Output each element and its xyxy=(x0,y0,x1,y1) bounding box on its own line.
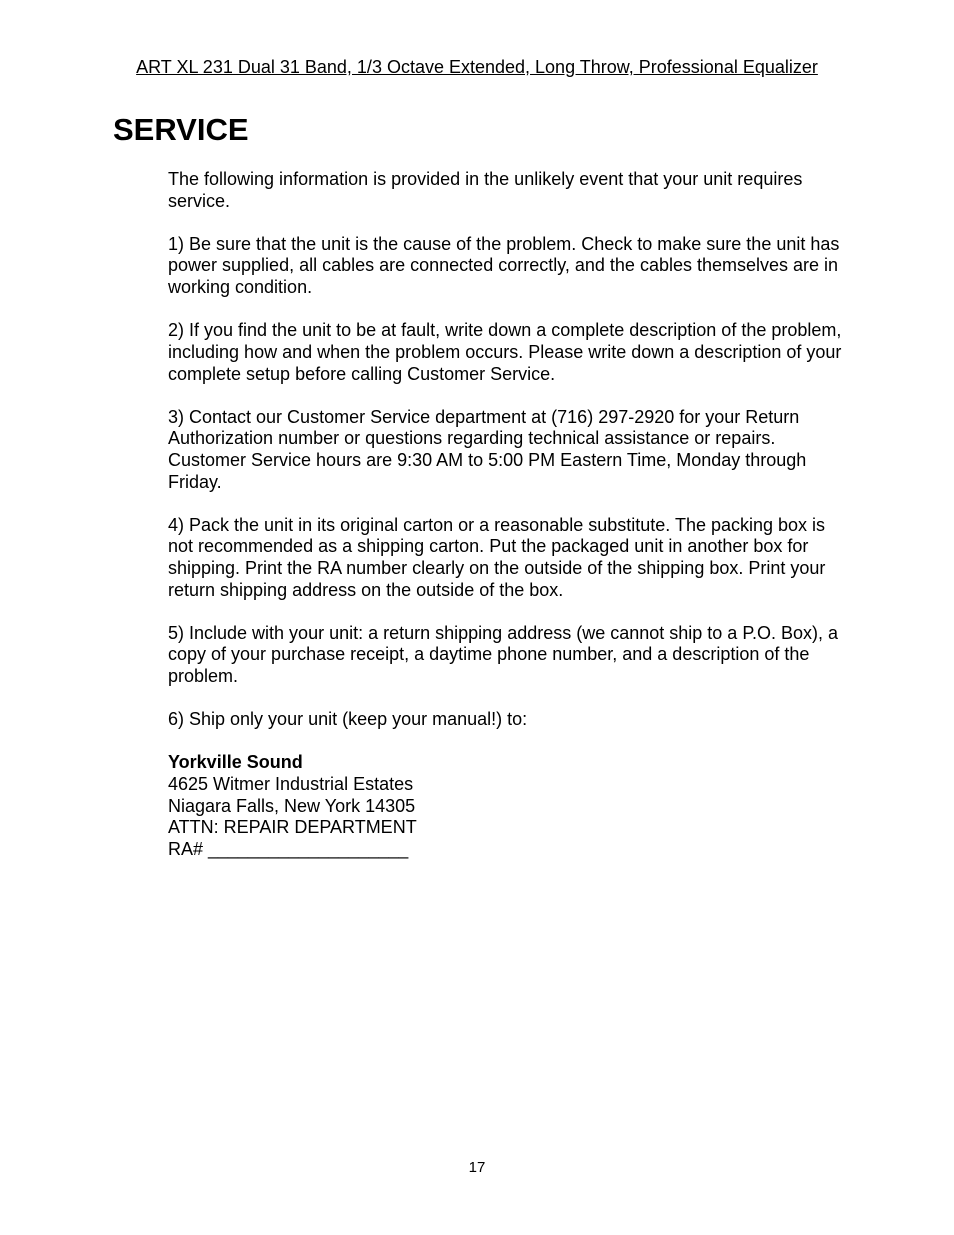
address-ra-line: RA# ____________________ xyxy=(168,838,409,859)
step-6-paragraph: 6) Ship only your unit (keep your manual!) to: xyxy=(168,709,528,730)
step-5-paragraph: 5) Include with your unit: a return shipping address (we cannot ship to a P.O. Box), a copy of your purchase receipt, a daytime phone number, and a description of the problem. xyxy=(168,622,839,687)
step-3-paragraph: 3) Contact our Customer Service department at (716) 297-2920 for your Return Authorization number or questions regarding technical assistance or repairs. Customer Service hours are 9:30 AM to 5:00 PM Eastern Time, Monday through Friday. xyxy=(168,406,807,492)
document-title: ART XL 231 Dual 31 Band, 1/3 Octave Extended, Long Throw, Professional Equalizer xyxy=(136,57,818,77)
address-attn: ATTN: REPAIR DEPARTMENT xyxy=(168,817,417,838)
step-2-paragraph: 2) If you find the unit to be at fault, write down a complete description of the problem, including how and when the problem occurs. Please write down a description of your complete setup before calling Customer Service. xyxy=(168,320,842,384)
address-company: Yorkville Sound xyxy=(168,752,303,773)
intro-paragraph: The following information is provided in the unlikely event that your unit requires service. xyxy=(168,169,803,211)
address-city: Niagara Falls, New York 14305 xyxy=(168,795,416,816)
section-body xyxy=(168,169,848,861)
step-1-paragraph: 1) Be sure that the unit is the cause of the problem. Check to make sure the unit has power supplied, all cables are connected correctly, and the cables themselves are in working condition. xyxy=(168,233,840,298)
shipping-address xyxy=(168,752,848,861)
address-street: 4625 Witmer Industrial Estates xyxy=(168,773,414,794)
page-header xyxy=(0,56,954,78)
page-number: 17 xyxy=(468,1159,486,1176)
step-4-paragraph: 4) Pack the unit in its original carton or a reasonable substitute. The packing box is not recommended as a shipping carton. Put the packaged unit in another box for shipping. Print the RA number clearly on the outside of the shipping box. Print your return shipping address on the outside of the box. xyxy=(168,514,826,600)
section-title: SERVICE xyxy=(113,112,249,147)
